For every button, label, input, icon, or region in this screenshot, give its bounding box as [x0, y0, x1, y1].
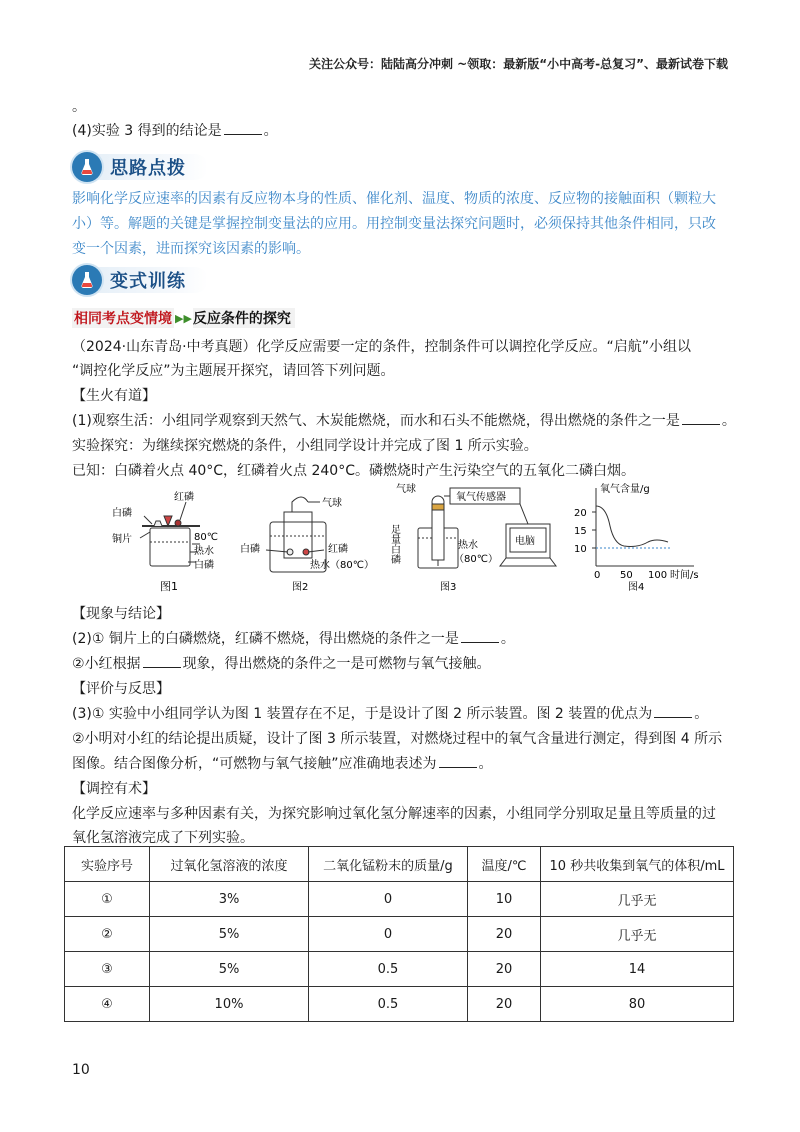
tips-section-header — [72, 150, 208, 184]
figure-3 — [390, 482, 570, 596]
table-cell: ① — [65, 882, 150, 917]
flask-icon — [72, 265, 102, 295]
fig2-label-red-phosphorus: 红磷 — [328, 544, 348, 555]
question-2b-post: 现象，得出燃烧的条件之一是可燃物与氧气接触。 — [182, 656, 491, 672]
tips-text: 影响化学反应速率的因素有反应物本身的性质、催化剂、温度、物质的浓度、反应物的接触面积（颗粒大小）等。解题的关键是掌握控制变量法的应用。用控制变量法探究问题时，必须保持其他条件相同，只改变一个因素，进而探究该因素的影响。 — [72, 191, 716, 257]
table-cell: 5% — [150, 917, 309, 952]
table-cell: 0.5 — [309, 987, 468, 1022]
table-cell: 80 — [541, 987, 734, 1022]
table-cell: 14 — [541, 952, 734, 987]
double-arrow-icon: ▶▶ — [175, 311, 192, 325]
question-2a-text: (2)① 铜片上的白磷燃烧，红磷不燃烧，得出燃烧的条件之一是 — [72, 631, 459, 647]
fig1-caption: 图1 — [160, 580, 178, 593]
table-cell: 10% — [150, 987, 309, 1022]
question-4-end: 。 — [263, 123, 278, 139]
fig1-label-white-phosphorus: 白磷 — [112, 508, 132, 519]
table-header-cell: 实验序号 — [65, 847, 150, 882]
control-line-1: 化学反应速率与多种因素有关，为探究影响过氧化氢分解速率的因素，小组同学分别取足量且等质量的过 — [72, 806, 716, 822]
fig4-y-tick-15: 15 — [574, 526, 587, 537]
experiment-table — [64, 846, 734, 1022]
known-line: 已知：白磷着火点 40°C，红磷着火点 240°C。磷燃烧时产生污染空气的五氧化二磷白烟。 — [72, 463, 635, 479]
fig4-y-axis-label: 氧气含量/g — [600, 484, 650, 495]
question-1-end: 。 — [721, 413, 736, 429]
reflect-heading: 【评价与反思】 — [72, 681, 170, 697]
table-cell: 5% — [150, 952, 309, 987]
table-cell: ② — [65, 917, 150, 952]
fig4-x-tick-100: 100 — [648, 570, 668, 581]
table-cell: 几乎无 — [541, 882, 734, 917]
intro-line-1: （2024·山东青岛·中考真题）化学反应需要一定的条件，控制条件可以调控化学反应。“启航”小组以 — [72, 339, 692, 355]
tips-title: 思路点拨 — [96, 154, 208, 180]
training-title: 变式训练 — [96, 267, 208, 293]
table-header-cell: 二氧化锰粉末的质量/g — [309, 847, 468, 882]
table-cell: 0 — [309, 917, 468, 952]
figure-1 — [110, 486, 240, 596]
table-header-cell: 过氧化氢溶液的浓度 — [150, 847, 309, 882]
explore-line: 实验探究：为继续探究燃烧的条件，小组同学设计并完成了图 1 所示实验。 — [72, 438, 538, 454]
question-2a-end: 。 — [500, 631, 515, 647]
fig3-label-white-phosphorus: 足量白磷 — [388, 524, 400, 564]
table-row — [65, 882, 734, 917]
answer-blank[interactable] — [461, 630, 499, 643]
figure-2 — [240, 486, 380, 596]
question-4-text: (4)实验 3 得到的结论是 — [72, 123, 222, 139]
header-note: 关注公众号：陆陆高分冲刺 ~领取：最新版“小中高考-总复习”、最新试卷下载 — [309, 57, 728, 71]
question-1 — [72, 411, 736, 431]
table-header-cell: 10 秒共收集到氧气的体积/mL — [541, 847, 734, 882]
fig2-caption: 图2 — [292, 582, 309, 593]
fig3-label-hot-water: 热水 — [458, 540, 478, 551]
fig1-label-white-phosphorus-bottom: 白磷 — [194, 560, 214, 571]
table-cell: 20 — [468, 987, 541, 1022]
control-line-2: 氧化氢溶液完成了下列实验。 — [72, 830, 254, 846]
question-3a-end: 。 — [694, 706, 709, 722]
intro-line-2: “调控化学反应”为主题展开探究，请回答下列问题。 — [72, 363, 395, 379]
fig2-label-hot-water: 热水（80℃） — [310, 560, 374, 571]
question-3b-line-2 — [72, 754, 493, 774]
table-cell: 20 — [468, 952, 541, 987]
fig2-label-white-phosphorus: 白磷 — [240, 544, 260, 555]
question-3b-text: 图像。结合图像分析，“可燃物与氧气接触”应准确地表述为 — [72, 756, 437, 772]
table-cell: ④ — [65, 987, 150, 1022]
figure-4 — [570, 482, 710, 596]
answer-blank[interactable] — [682, 412, 720, 425]
table-cell: 0 — [309, 882, 468, 917]
table-cell: 10 — [468, 882, 541, 917]
table-cell: ③ — [65, 952, 150, 987]
fig4-y-tick-20: 20 — [574, 508, 587, 519]
question-1-text: (1)观察生活：小组同学观察到天然气、木炭能燃烧，而水和石头不能燃烧，得出燃烧的条件之一是 — [72, 413, 680, 429]
fig1-label-copper: 铜片 — [112, 534, 132, 545]
question-2a — [72, 629, 515, 649]
fig1-label-temperature: 80℃ — [194, 532, 218, 543]
table-row — [65, 952, 734, 987]
control-heading: 【调控有术】 — [72, 781, 156, 797]
fig3-caption: 图3 — [440, 582, 457, 593]
fig3-label-computer: 电脑 — [515, 536, 535, 547]
fig4-x-axis-label: 时间/s — [670, 570, 699, 581]
stray-mark: 。 — [72, 99, 86, 115]
fig2-label-balloon: 气球 — [322, 498, 342, 509]
result-heading: 【现象与结论】 — [72, 606, 170, 622]
experiment-figures — [110, 486, 710, 596]
topic-tag — [72, 308, 295, 328]
tag-title: 反应条件的探究 — [193, 308, 295, 328]
answer-blank[interactable] — [654, 705, 692, 718]
table-cell: 几乎无 — [541, 917, 734, 952]
table-cell: 20 — [468, 917, 541, 952]
table-header-row — [65, 847, 734, 882]
answer-blank[interactable] — [224, 122, 262, 135]
flask-icon — [72, 152, 102, 182]
fig3-label-temperature: （80℃） — [454, 554, 498, 565]
table-cell: 0.5 — [309, 952, 468, 987]
question-4 — [72, 121, 278, 141]
fig4-y-tick-10: 10 — [574, 544, 587, 555]
tag-label: 相同考点变情境 — [72, 308, 174, 328]
question-2b — [72, 654, 491, 674]
answer-blank[interactable] — [439, 755, 477, 768]
fig4-x-tick-50: 50 — [620, 570, 633, 581]
training-section-header — [72, 263, 208, 297]
question-2b-pre: ②小红根据 — [72, 656, 141, 672]
question-3a — [72, 704, 708, 724]
table-row — [65, 917, 734, 952]
fig1-label-red-phosphorus: 红磷 — [174, 492, 194, 503]
question-3b-line-1: ②小明对小红的结论提出质疑，设计了图 3 所示装置，对燃烧过程中的氧气含量进行测定，得到图 4 所示 — [72, 731, 723, 747]
answer-blank[interactable] — [143, 655, 181, 668]
fig3-label-oxygen-sensor: 氧气传感器 — [456, 492, 506, 503]
table-header-cell: 温度/℃ — [468, 847, 541, 882]
table-row — [65, 987, 734, 1022]
fire-heading: 【生火有道】 — [72, 388, 156, 404]
question-3a-text: (3)① 实验中小组同学认为图 1 装置存在不足，于是设计了图 2 所示装置。图 2 装置的优点为 — [72, 706, 653, 722]
fig3-label-balloon: 气球 — [396, 484, 416, 495]
page-number: 10 — [72, 1062, 90, 1078]
table-cell: 3% — [150, 882, 309, 917]
fig4-caption: 图4 — [628, 582, 645, 593]
fig1-label-hot-water: 热水 — [194, 546, 214, 557]
fig4-x-tick-0: 0 — [594, 570, 601, 581]
question-3b-end: 。 — [478, 756, 493, 772]
